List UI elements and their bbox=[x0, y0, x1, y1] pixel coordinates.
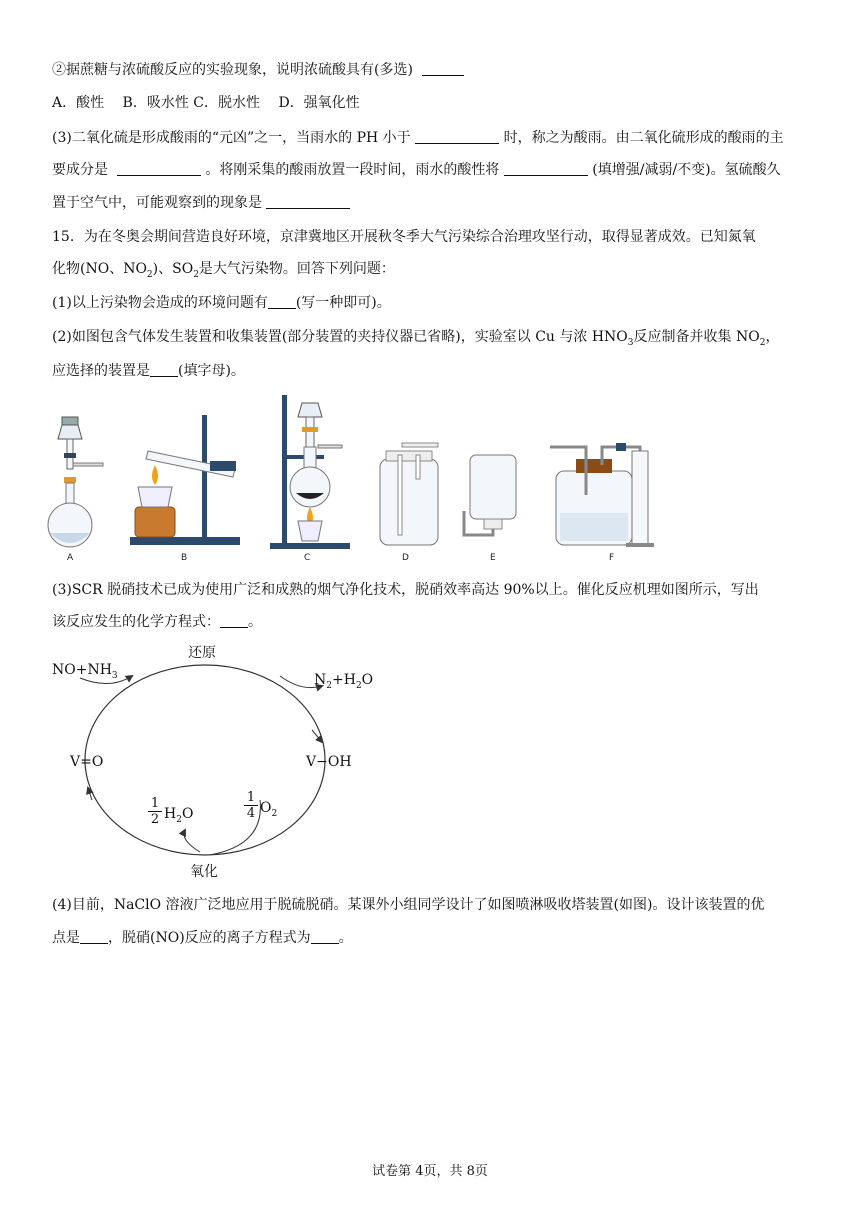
q15-intro-line1: 15．为在冬奥会期间营造良好环境，京津冀地区开展秋冬季大气污染综合治理攻坚行动，取得显著成效。已知氮氧 bbox=[52, 229, 756, 245]
answer-blank[interactable] bbox=[117, 161, 201, 176]
text: 点是 bbox=[52, 930, 80, 946]
apparatus-e bbox=[464, 455, 516, 535]
subscript: 2 bbox=[326, 680, 332, 691]
q14-part2 bbox=[52, 60, 464, 80]
q15-part2-line2 bbox=[52, 361, 245, 381]
text: 时，称之为酸雨。由二氧化硫形成的酸雨的主 bbox=[503, 130, 784, 146]
denominator: 4 bbox=[246, 806, 256, 821]
text: )、SO bbox=[152, 261, 194, 277]
label-a: A bbox=[67, 553, 74, 563]
apparatus-d bbox=[380, 443, 438, 545]
arrow-h2o bbox=[184, 830, 200, 852]
text: (填增强/减弱/不变)。氢硫酸久 bbox=[592, 162, 781, 178]
apparatus-a bbox=[48, 417, 103, 547]
cycle-left-species: V=O bbox=[70, 754, 104, 770]
text: (1)以上污染物会造成的环境问题有 bbox=[52, 295, 268, 311]
text: 是大气污染物。回答下列问题： bbox=[198, 261, 395, 277]
numerator: 1 bbox=[148, 796, 162, 812]
apparatus-c bbox=[270, 395, 350, 549]
label-b: B bbox=[181, 553, 188, 563]
water-fraction bbox=[148, 796, 162, 827]
answer-blank[interactable] bbox=[220, 613, 248, 628]
text: (2)如图包含气体发生装置和收集装置(部分装置的夹持仪器已省略)，实验室以 Cu 与浓 HNO bbox=[52, 329, 628, 345]
text: O bbox=[361, 672, 374, 688]
text: (填字母)。 bbox=[178, 363, 245, 379]
q15-part2-line1 bbox=[52, 327, 779, 353]
cycle-top-label: 还原 bbox=[188, 645, 216, 661]
q15-part4-line1: (4)目前，NaClO 溶液广泛地应用于脱硫脱硝。某课外小组同学设计了如图喷淋吸收塔装置(如图)。设计该装置的优 bbox=[52, 897, 765, 913]
q14-part3-line2 bbox=[52, 160, 781, 180]
subscript: 2 bbox=[271, 808, 278, 819]
text: 要成分是 bbox=[52, 162, 108, 178]
text: N bbox=[314, 672, 327, 688]
q15-part3-line1: (3)SCR 脱硝技术已成为使用广泛和成熟的烟气净化技术，脱硝效率高达 90%以上。催化反应机理如图所示，写出 bbox=[52, 582, 759, 598]
q14-options: A．酸性 B．吸水性 C．脱水性 D．强氧化性 bbox=[52, 95, 360, 111]
page-footer: 试卷第 4页，共 8页 bbox=[372, 1164, 488, 1179]
text: 。 bbox=[338, 930, 353, 946]
label-d: D bbox=[402, 553, 409, 563]
text: NO+NH bbox=[52, 662, 112, 678]
q14-part3-line1 bbox=[52, 128, 784, 148]
text: 应选择的装置是 bbox=[52, 363, 150, 379]
numerator: 1 bbox=[244, 790, 258, 806]
q14-part2-text: ②据蔗糖与浓硫酸反应的实验现象，说明浓硫酸具有(多选) bbox=[52, 62, 413, 78]
text: 置于空气中，可能观察到的现象是 bbox=[52, 195, 262, 211]
text: O bbox=[181, 806, 194, 822]
subscript: 3 bbox=[627, 337, 634, 348]
oxygen-formula bbox=[260, 798, 277, 824]
cycle-input bbox=[52, 660, 118, 686]
text: +H bbox=[331, 672, 356, 688]
q15-part1 bbox=[52, 293, 391, 313]
answer-blank[interactable] bbox=[415, 129, 499, 144]
text: (3)二氧化硫是形成酸雨的“元凶”之一，当雨水的 PH 小于 bbox=[52, 130, 411, 146]
answer-blank[interactable] bbox=[80, 929, 108, 944]
apparatus-b bbox=[130, 415, 240, 545]
text: 。 bbox=[248, 614, 262, 630]
text: O bbox=[260, 800, 272, 816]
cycle-bottom-label: 氧化 bbox=[190, 864, 218, 880]
text: 反应制备并收集 NO bbox=[633, 329, 760, 345]
q14-part3-line3 bbox=[52, 193, 350, 213]
oxygen-fraction bbox=[244, 790, 258, 821]
cycle-output bbox=[314, 670, 373, 696]
label-c: C bbox=[304, 553, 311, 563]
subscript: 2 bbox=[355, 680, 362, 691]
q15-intro-line2 bbox=[52, 259, 395, 285]
subscript: 2 bbox=[176, 814, 182, 825]
q15-part3-line2 bbox=[52, 612, 262, 632]
answer-blank[interactable] bbox=[150, 362, 178, 377]
apparatus-figure bbox=[40, 395, 680, 565]
text: 该反应发生的化学方程式： bbox=[52, 614, 220, 630]
subscript: 2 bbox=[193, 269, 199, 280]
answer-blank[interactable] bbox=[311, 929, 339, 944]
text: (写一种即可)。 bbox=[295, 295, 391, 311]
cycle-right-species: V−OH bbox=[306, 754, 352, 770]
text: ，脱硝(NO)反应的离子方程式为 bbox=[108, 930, 311, 946]
q15-part4-line2 bbox=[52, 928, 353, 948]
answer-blank[interactable] bbox=[422, 61, 464, 76]
text: 。将刚采集的酸雨放置一段时间，雨水的酸性将 bbox=[205, 162, 500, 178]
apparatus-f bbox=[550, 443, 654, 547]
cycle-loop bbox=[85, 665, 325, 855]
text: H bbox=[164, 806, 177, 822]
denominator: 2 bbox=[150, 812, 160, 827]
answer-blank[interactable] bbox=[504, 161, 588, 176]
label-f: F bbox=[609, 553, 615, 563]
text: 化物(NO、NO bbox=[52, 261, 147, 277]
subscript: 2 bbox=[146, 269, 153, 280]
label-e: E bbox=[490, 553, 496, 563]
subscript: 2 bbox=[759, 337, 766, 348]
answer-blank[interactable] bbox=[268, 294, 296, 309]
water-formula bbox=[164, 804, 193, 830]
text: ， bbox=[765, 329, 780, 345]
answer-blank[interactable] bbox=[266, 194, 350, 209]
subscript: 3 bbox=[111, 670, 118, 681]
